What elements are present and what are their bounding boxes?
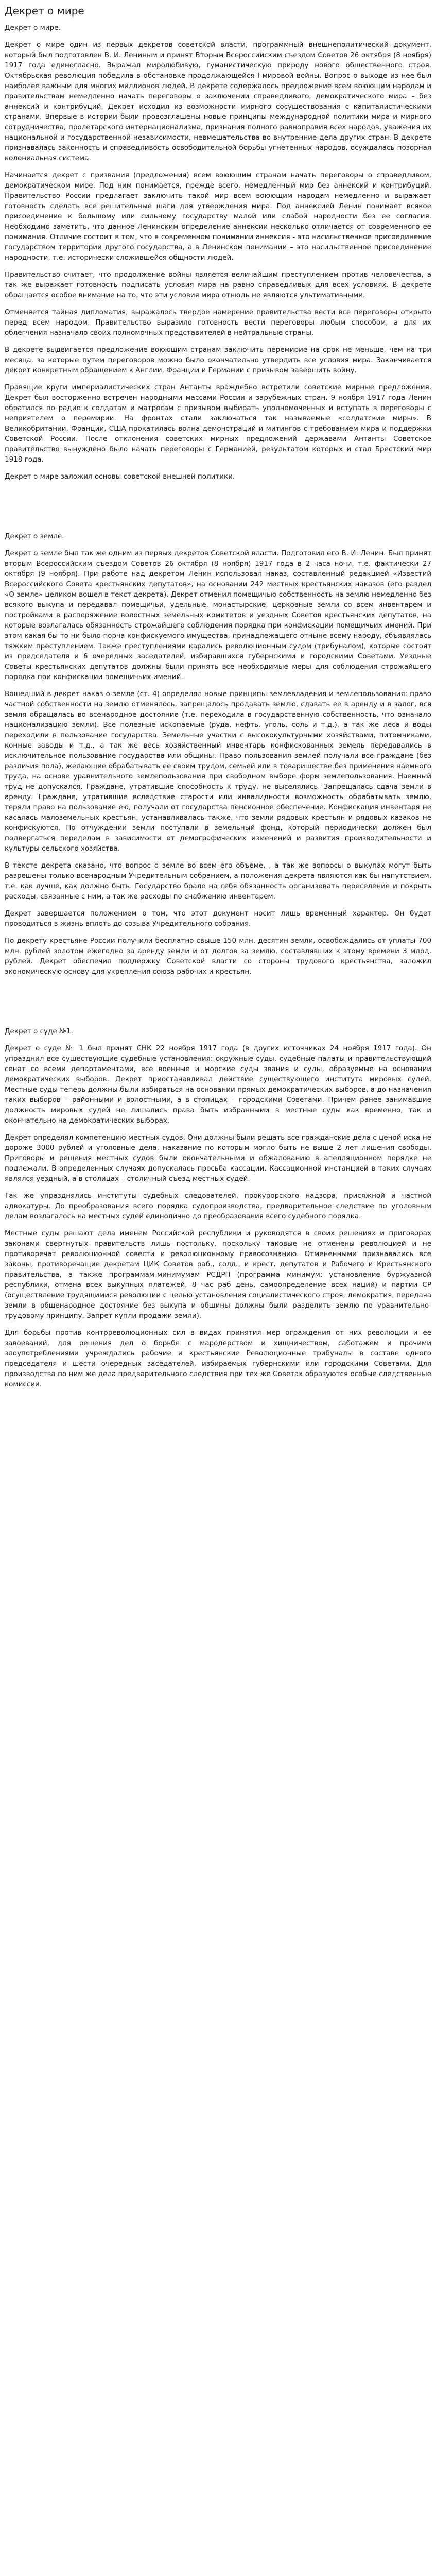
paragraph: Декрет о земле был так же одним из первых декретов Советской власти. Подготовил его В. И. Ленин. Был принят вторым Всероссийским съездом Советов 26 октября (8 ноября) 1917 года в 2 часа ночи, т.е. фактически 27 октября (9 ноября). При работе над декретом Ленин использовал наказ, составленный редакцией «Известий Всероссийского Совета крестьянских депутатов», на основании 242 местных крестьянских наказов (его раздел «О земле» целиком вошел в текст декрета). Декрет отменил помещичью собственность на землю немедленно без всякого выкупа и передавал помещичьи, удельные, монастырские, церковные земли со всем инвентарем и постройками в распоряжение волостных земельных комитетов и уездных Советов крестьянских депутатов, на которые возлагалась обязанность строжайшего соблюдения порядка при конфискации помещичьих имений. При этом какая бы то ни было порча конфискуемого имущества, принадлежащего отныне всему народу, объявлялась тяжким преступлением. Также преступлениями карались революционным судом (трибуналом), которые состоят из председателя и 6 очередных заседателей, избиравшихся губернскими и городскими Советами. Уездные Советы крестьянских депутатов должны были принять все необходимые меры для соблюдения строжайшего порядка при конфискации помещичьих имений. [5,549,431,681]
paragraph: Местные суды решают дела именем Российской республики и руководятся в своих решениях и приговорах законами свергнутых правительств лишь постольку, поскольку таковые не отменены революцией и не противоречат революционной совести и революционному правосознанию. Отмененными признавались все законы, противоречащие декретам ЦИК Советов раб., солд., и крест. депутатов и Рабочего и Крестьянского правительства, а также программам-минимумам РСДРП (программа минимум: установление буржуазной республики, отмена всех выкупных платежей, 8 час раб день, самоопределение всех наций) и партии СР (осуществление трудящимися революции с целью установления социалистического строя, демократия, передача земли в общенародное достояние без выкупа и общины должны были разделить землю по уравнительно-трудовому принципу. Запрет купли-продажи земли). [5,1229,431,1320]
paragraph: В тексте декрета сказано, что вопрос о земле во всем его объеме, , а так же вопросы о выкупах могут быть разрешены только всенародным Учредительным собранием, а положения декрета являются как бы напутствием, т.е. как лучше, как должно быть. Государство брало на себя обязанность организовать переселение и покрыть расходы, связанные с ним, а так же расходы по снабжению инвентарем. [5,861,431,901]
paragraph: Декрет завершается положением о том, что этот документ носит лишь временный характер. Он будет проводиться в жизнь вплоть до созыва Учредительного собрания. [5,909,431,928]
section-heading: Декрет о суде №1. [5,1027,73,1036]
paragraph: Декрет о суде № 1 был принят СНК 22 ноября 1917 года (в других источниках 24 ноября 1917 года). Он упразднил все существующие судебные установления: окружные суды, судебные палаты и правительствующий сенат со всеми департаментами, все военные и морские суды звания и суды, образуемые на основании демократических выборов. Декрет приостанавливал действие существующего института мировых судей. Местные суды теперь должны были избираться на основании прямых демократических выборов, а до назначения таких выборов – районными и волостными, а в столицах – городскими Советами. Причем ранее занимавшие должность мировых судей не лишались права быть избранными в местные суды как временно, так и окончательно на демократических выборах. [5,1044,431,1125]
paragraph: Отменяется тайная дипломатия, выражалось твердое намерение правительства вести все переговоры открыто перед всем народом. Правительство выразило готовность вести переговоры любым способом, а для их облегчения назначало своих полномочных представителей в нейтральные страны. [5,308,431,337]
section-heading: Декрет о мире. [5,24,61,32]
paragraph: Вошедший в декрет наказ о земле (ст. 4) определял новые принципы землевладения и землепользования: право частной собственности на землю отменялось, запрещалось продавать землю, сдавать ее в аренду и в залог, вся земля обращалась во всенародное достояние (т.е. переходила в государственную собственность, что означало национализацию земли). Все полезные ископаемые (руда, нефть, уголь, соль и т.д.), а так же леса и воды переходили в пользование государства. Земельные участки с высококультурными хозяйствами, питомниками, конные заводы и т.д., а так же весь хозяйственный инвентарь конфискованных земель передавались в исключительное пользование государства или общины. Право пользования землей получали все граждане (без различия пола), желающие обрабатывать ее своим трудом, семьей или в товариществе без применения наемного труда, на основе уравнительного землепользования при свободном выборе форм землепользования. Наемный труд не допускался. Граждане, утратившие способность к труду, не выселялись. Запрещалась сдача земли в аренду. Граждане, утратившие вследствие старости или инвалидности возможность обрабатывать землю, теряли право на пользование ею, получали от государства пенсионное обеспечение. Конфискация инвентаря не касалась малоземельных крестьян, устанавливалась также, что земли рядовых крестьян и рядовых казаков не конфискуются. По отчуждении земли поступали в земельный фонд, который периодически должен был подвергаться переделам в зависимости от демографических изменений и развития производительности и культуры сельского хозяйства. [5,690,431,853]
paragraph: В декрете выдвигается предложение воюющим странам заключить перемирие на срок не меньше, чем на три месяца, за которые путем переговоров можно было окончательно утвердить все условия мира. Заканчивается декрет конкретным обращением к Англии, Франции и Германии с призывом завершить войну. [5,346,431,375]
paragraph: Начинается декрет с призвания (предложения) всем воюющим странам начать переговоры о справедливом, демократическом мире. Под ним понимается, прежде всего, немедленный мир без аннексий и контрибуций. Правительство России предлагает заключить такой мир всем воюющим народам немедленно и выражает готовность сделать все решительные шаги для утверждения мира. Под аннексией Ленин понимает всякое присоединение к большому или сильному государству малой или слабой народности без ее согласия. Необходимо заметить, что данное Ленинским определение аннексии несколько отличается от современного ее понимания. Отличие состоит в том, что в современном понимании аннексия - это насильственное присоединение государством территории другого государства, а в Ленинском понимании – это насильственное присоединение народности, т.е. исторически сложившейся общности людей. [5,171,431,262]
paragraph: Правящие круги империалистических стран Антанты враждебно встретили советские мирные предложения. Декрет был восторженно встречен народными массами России и зарубежных стран. 9 ноября 1917 года Ленин обратился по радио к солдатам и матросам с призывом выбирать уполномоченных и вступать в переговоры с неприятелем о перемирии. На фронтах стали заключаться так называемые «солдатские миры». В Великобритании, Франции, США прокатилась волна демонстраций и митингов с требованием мира и поддержки Советской России. После отклонения советских мирных предложений державами Антанты Советское правительство вынуждено было начать переговоры с Германией, результатом которых и стал Брестский мир 1918 года. [5,383,431,464]
section-decree-on-land [5,531,431,977]
page-title: Декрет о мире [5,5,84,17]
section-decree-on-peace [5,23,431,482]
section-decree-on-court [5,1026,431,1389]
paragraph: Декрет определял компетенцию местных судов. Они должны были решать все гражданские дела с ценой иска не дороже 3000 рублей и уголовные дела, наказание по которым могло быть не выше 2 лет лишения свободы. Приговоры и решения местных судов были окончательными и обжалованию в апелляционном порядке не подлежали. В определенных случаях допускалась просьба кассации. Кассационной инстанцией в таких случаях являлся уездный, а в столицах – столичный съезд местных судей. [5,1133,431,1183]
paragraph: По декрету крестьяне России получили бесплатно свыше 150 млн. десятин земли, освобождались от уплаты 700 млн. рублей золотом ежегодно за аренду земли и от долгов за землю, составлявших к этому времени 3 млрд. рублей. Декрет обеспечил поддержку Советской власти со стороны трудового крестьянства, заложил экономическую основу для укрепления союза рабочих и крестьян. [5,937,431,976]
paragraph: Так же упразднялись институты судебных следователей, прокурорского надзора, присяжной и частной адвокатуры. До преобразования всего порядка судопроизводства, предварительное следствие по уголовным делам возлагалось на местных судей единолично до преобразования всего судебного порядка. [5,1192,431,1221]
paragraph: Правительство считает, что продолжение войны является величайшим преступлением против человечества, а так же выражает готовность подписать условия мира на равно справедливых для всех условиях. В декрете обращается особое внимание на то, что эти условия мира отнюдь не являются ультимативными. [5,270,431,299]
paragraph: Декрет о мире один из первых декретов советской власти, программный внешнеполитический документ, который был подготовлен В. И. Лениным и принят Вторым Всероссийским съездом Советов 26 октября (8 ноября) 1917 года единогласно. Выражал миролюбивую, гуманистическую природу нового общественного строя. Октябрьская революция победила в обстановке продолжающейся I мировой войны. Вопрос о выходе из нее был наиболее важным для многих миллионов людей. В декрете содержалось предложение всем воюющим народам и правительствам немедленно начать переговоры о заключении справедливого, демократического мира – без аннексий и контрибуций. Декрет исходил из возможности мирного сосуществования с капиталистическими странами. Впервые в истории были провозглашены новые принципы международной политики мира и мирного сотрудничества, пролетарского интернационализма, признания полного равноправия всех народов, уважения их национальной и государственной независимости, невмешательства во внутренние дела других стран. В декрете признавалась законность и справедливость освободительной борьбы угнетенных народов, осуждалась позорная колониальная система. [5,41,431,162]
paragraph: Для борьбы против контрреволюционных сил в видах принятия мер ограждения от них революции и ее завоеваний, для решения дел о борьбе с мародерством и хищничеством, саботажем и прочими злоупотреблениями учреждались рабочие и крестьянские Революционные трибуналы в составе одного председателя и шести очередных заседателей, избираемых губернскими или городскими Советами. Для производства по ним же дела предварительного следствия при тех же Советах образуются особые следственные комиссии. [5,1329,431,1388]
document-page [0,4,436,1389]
paragraph: Декрет о мире заложил основы советской внешней политики. [5,472,235,481]
section-heading: Декрет о земле. [5,532,64,540]
